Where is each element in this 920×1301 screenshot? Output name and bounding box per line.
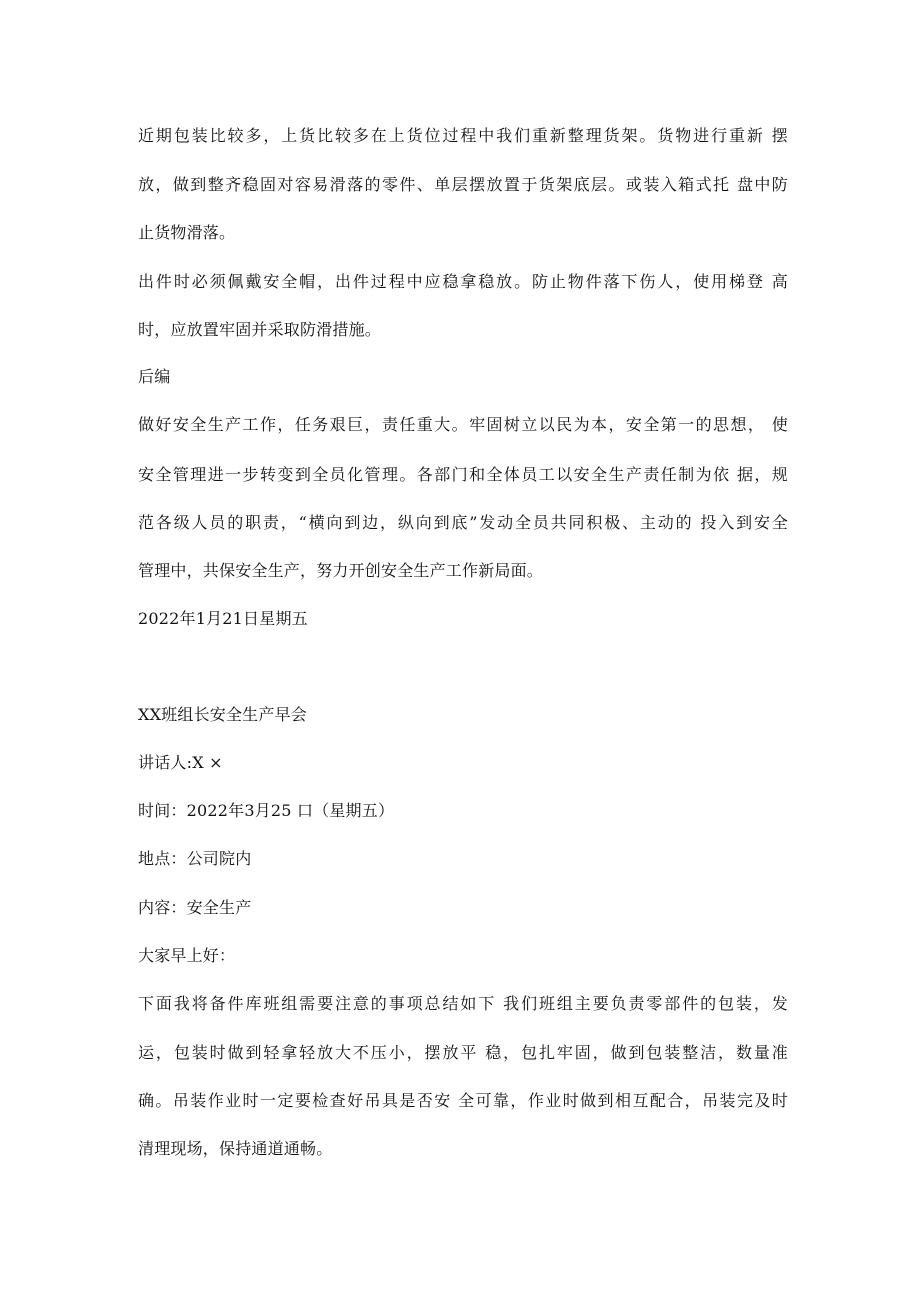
paragraph-line: 确。吊装作业时一定要检查好吊具是否安 全可靠，作业时做到相互配合，吊装完及时 — [138, 1091, 788, 1110]
paragraph-line: 放，做到整齐稳固对容易滑落的零件、单层摆放置于货架底层。或装入箱式托 盘中防 — [138, 175, 788, 194]
paragraph-line: 止货物滑落。 — [138, 223, 236, 242]
paragraph-line: 范各级人员的职责，“横向到边，纵向到底”发动全员共同积极、主动的 投入到安全 — [138, 513, 788, 532]
document-date: 2022年1月21日星期五 — [138, 609, 308, 628]
meeting-title: XX班组长安全生产早会 — [138, 705, 307, 724]
paragraph-line: 近期包装比较多，上货比较多在上货位过程中我们重新整理货架。货物进行重新 摆 — [138, 126, 788, 145]
meeting-place: 地点：公司院内 — [138, 849, 252, 868]
meeting-speaker: 讲话人:X × — [138, 753, 223, 772]
paragraph-line: 时，应放置牢固并采取防滑措施。 — [138, 320, 382, 339]
greeting: 大家早上好： — [138, 946, 236, 965]
paragraph-line: 清理现场，保持通道通畅。 — [138, 1139, 333, 1158]
paragraph-line: 安全管理进一步转变到全员化管理。各部门和全体员工以安全生产责任制为依 据，规 — [138, 465, 788, 484]
meeting-content: 内容：安全生产 — [138, 898, 252, 917]
postscript-heading: 后编 — [138, 367, 171, 386]
paragraph-line: 运，包装时做到轻拿轻放大不压小，摆放平 稳，包扎牢固，做到包装整洁，数量准 — [138, 1043, 788, 1062]
meeting-time: 时间：2022年3月25 口（星期五） — [138, 801, 395, 820]
paragraph-line: 管理中，共保安全生产，努力开创安全生产工作新局面。 — [138, 561, 544, 580]
paragraph-line: 做好安全生产工作，任务艰巨，责任重大。牢固树立以民为本，安全第一的思想， 使 — [138, 415, 788, 434]
paragraph-line: 下面我将备件库班组需要注意的事项总结如下 我们班组主要负责零部件的包装，发 — [138, 994, 788, 1013]
paragraph-line: 出件时必须佩戴安全帽，出件过程中应稳拿稳放。防止物件落下伤人，使用梯登 高 — [138, 272, 788, 291]
